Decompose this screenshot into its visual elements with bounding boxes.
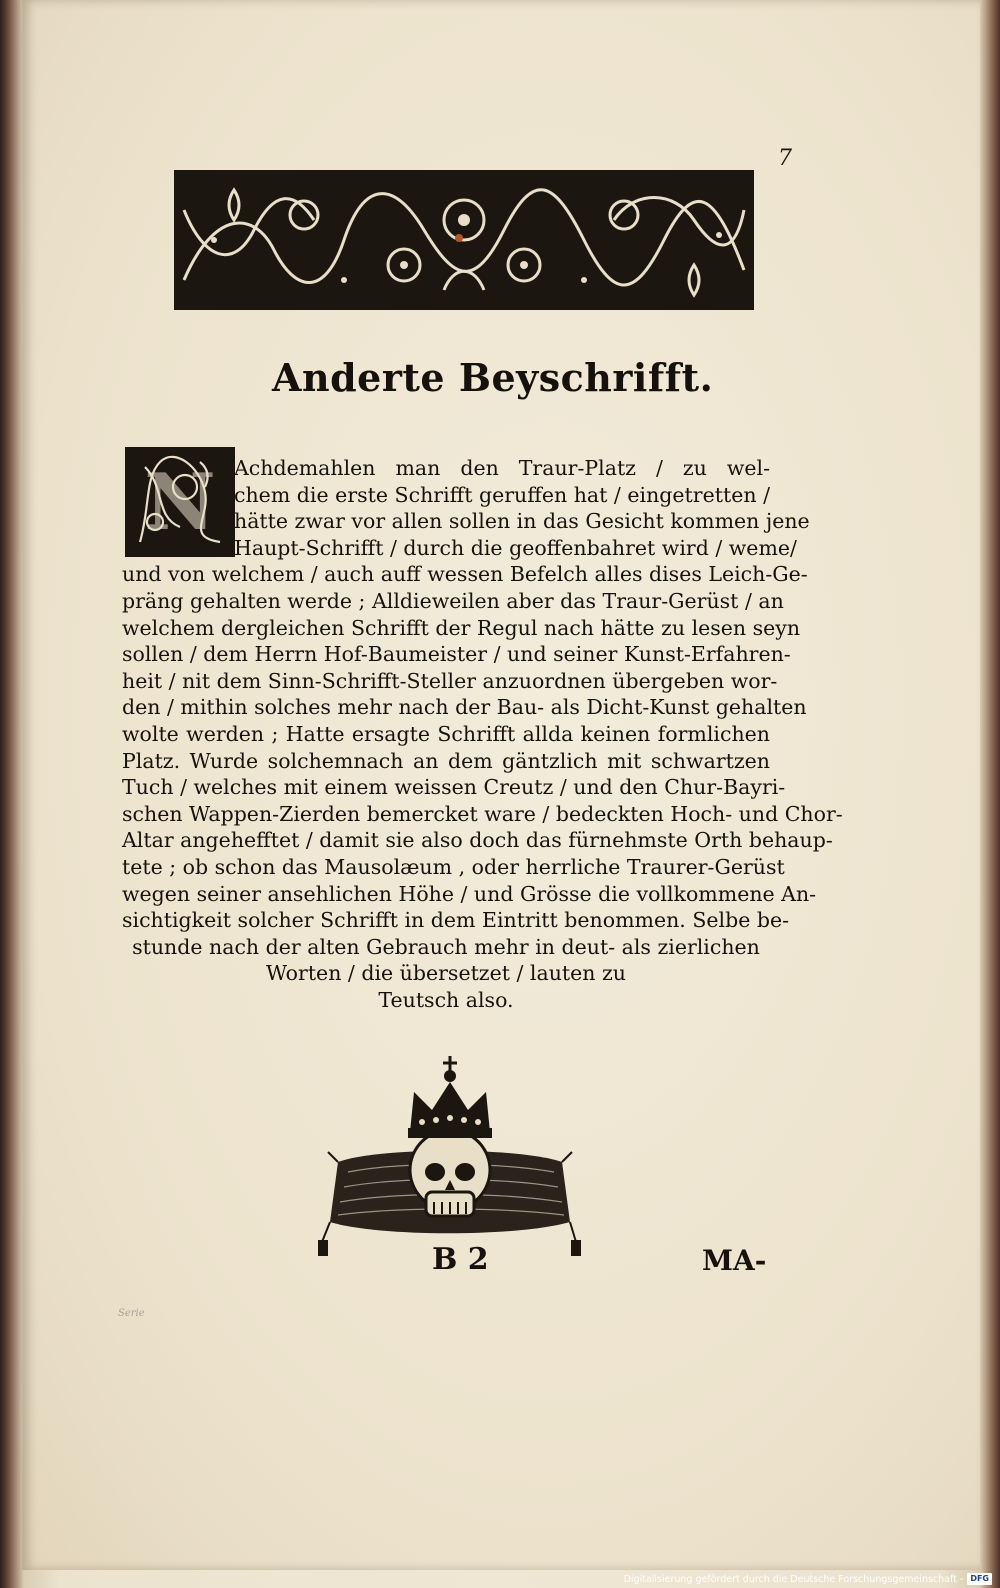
- text-line: heit / nit dem Sinn-Schrifft-Steller anzuordnen übergeben wor-: [122, 668, 778, 693]
- text-line: und von welchem / auch auff wessen Befelch alles dises Leich-Ge-: [122, 562, 808, 587]
- svg-text:N: N: [144, 457, 216, 548]
- text-line: Tuch / welches mit einem weissen Creutz / und den Chur-Bayri-: [122, 775, 786, 800]
- crowned-skull-emblem: [318, 1052, 582, 1262]
- catchword: MA-: [702, 1244, 767, 1277]
- text-line: Platz. Wurde solchemnach an dem gäntzlich mit schwartzen: [122, 748, 770, 773]
- book-page: [22, 0, 980, 1570]
- text-line: den / mithin solches mehr nach der Bau- als Dicht-Kunst gehalten: [122, 695, 807, 720]
- text-line: sollen / dem Herrn Hof-Baumeister / und seiner Kunst-Erfahren-: [122, 642, 791, 667]
- text-line: schen Wappen-Zierden bemercket ware / bedeckten Hoch- und Chor-: [122, 801, 843, 826]
- text-line: Worten / die übersetzet / lauten zu: [266, 961, 626, 986]
- footer-credit: Digitalisierung gefördert durch die Deutsche Forschungsgemeinschaft -: [623, 1573, 964, 1585]
- text-line: präng gehalten werde ; Alldieweilen aber das Traur-Gerüst / an: [122, 588, 784, 613]
- text-line: sichtigkeit solcher Schrifft in dem Eintritt benommen. Selbe be-: [122, 908, 790, 933]
- dfg-logo-icon: DFG: [967, 1573, 992, 1585]
- signature-mark: B 2: [432, 1242, 489, 1277]
- text-line: tete ; ob schon das Mausolæum , oder herrliche Traurer-Gerüst: [122, 854, 785, 879]
- text-line: Haupt-Schrifft / durch die geoffenbahret wird / weme/: [234, 535, 797, 560]
- body-text: [122, 455, 843, 1013]
- text-line: wegen seiner ansehlichen Höhe / und Grösse die vollkommene An-: [122, 881, 817, 906]
- text-line: hätte zwar vor allen sollen in das Gesicht kommen jene: [234, 509, 810, 534]
- digitization-footer: [624, 1572, 992, 1586]
- text-line: Achdemahlen man den Traur-Platz / zu wel-: [234, 456, 770, 480]
- ornament-headpiece: [174, 170, 754, 310]
- text-line: wolte werden ; Hatte ersagte Schrifft allda keinen formlichen: [122, 721, 770, 746]
- section-heading: Anderte Beyschrifft.: [272, 355, 714, 400]
- page-number: 7: [778, 146, 792, 171]
- text-line: Altar angehefftet / damit sie also doch das fürnehmste Orth behaup-: [122, 828, 833, 853]
- text-line: chem die erste Schrifft geruffen hat / eingetretten /: [234, 482, 770, 507]
- text-line: stunde nach der alten Gebrauch mehr in deut- als zierlichen: [132, 934, 760, 959]
- text-line: Teutsch also.: [378, 987, 514, 1012]
- text-line: welchem dergleichen Schrifft der Regul nach hätte zu lesen seyn: [122, 615, 801, 640]
- pencil-note: Serie: [118, 1308, 145, 1319]
